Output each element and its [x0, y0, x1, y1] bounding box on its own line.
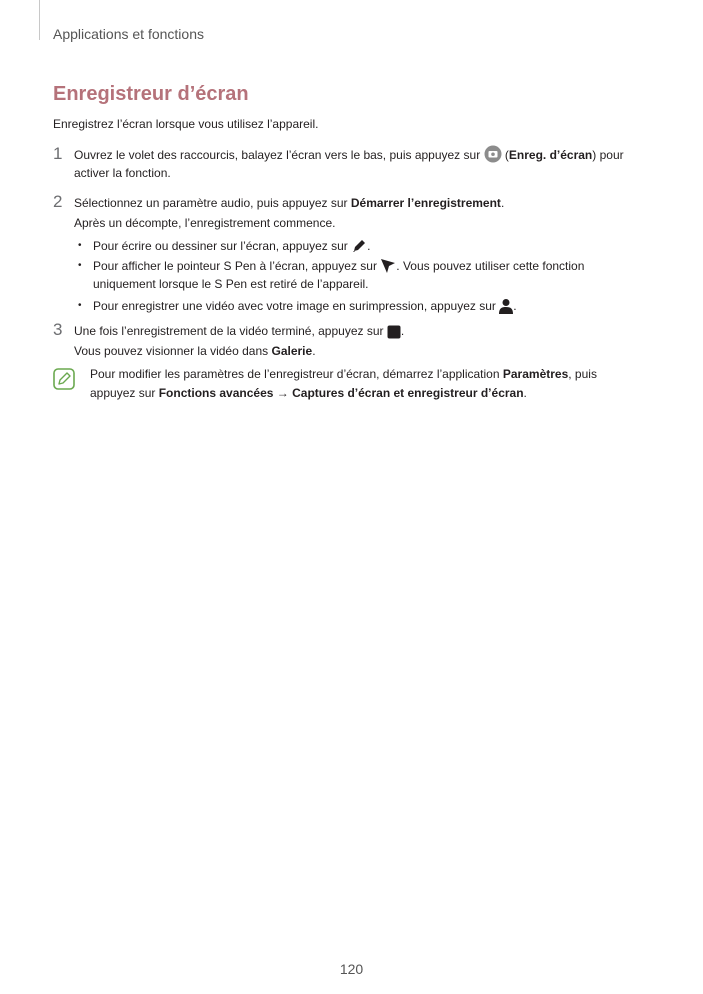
pointer-icon: [380, 258, 396, 277]
arrow-glyph: →: [276, 386, 289, 400]
fonctions-avancees-bold: Fonctions avancées: [158, 386, 274, 400]
step-2-line-2: Après un décompte, l’enregistrement commence.: [74, 216, 336, 230]
person-icon: [499, 298, 513, 317]
bullet-2: Pour afficher le pointeur S Pen à l’écran, appuyez sur . Vous pouvez utiliser cette fonction: [93, 258, 623, 277]
galerie-bold: Galerie: [271, 344, 313, 358]
step-1-bold: Enreg. d’écran: [508, 148, 593, 162]
pen-icon: [351, 238, 367, 257]
step-2-bold: Démarrer l’enregistrement: [350, 196, 501, 210]
section-header: Applications et fonctions: [53, 26, 204, 42]
step-3-number: 3: [53, 320, 63, 339]
bullet-marker: •: [78, 260, 82, 271]
bullet-3: Pour enregistrer une vidéo avec votre image en surimpression, appuyez sur .: [93, 298, 623, 317]
step-3-line-2: Vous pouvez visionner la vidéo dans Galerie.: [74, 344, 316, 358]
step-2-number: 2: [53, 192, 63, 211]
intro-text: Enregistrez l’écran lorsque vous utilisez l’appareil.: [53, 117, 319, 131]
note-line-2: appuyez sur Fonctions avancées → Captures d’écran et enregistreur d’écran.: [90, 386, 527, 400]
bullet-marker: •: [78, 300, 82, 311]
step-1-number: 1: [53, 144, 63, 163]
step-1-line-2: activer la fonction.: [74, 166, 171, 180]
header-rule: [39, 0, 40, 40]
page-number: 120: [339, 961, 364, 977]
step-1-text: Ouvrez le volet des raccourcis, balayez l’écran vers le bas, puis appuyez sur: [74, 148, 481, 162]
page-title: Enregistreur d’écran: [53, 83, 249, 105]
step-2-line-1: Sélectionnez un paramètre audio, puis appuyez sur Démarrer l’enregistrement.: [74, 196, 505, 210]
note-icon: [53, 368, 75, 395]
step-1-line-1: Ouvrez le volet des raccourcis, balayez l’écran vers le bas, puis appuyez sur (Enreg. d’écran) pour: [74, 145, 634, 169]
bullet-marker: •: [78, 240, 82, 251]
note-line-1: Pour modifier les paramètres de l’enregistreur d’écran, démarrez l’application Paramètres, puis: [90, 367, 597, 381]
step-3-line-1: Une fois l’enregistrement de la vidéo terminé, appuyez sur .: [74, 322, 634, 345]
bullet-1: Pour écrire ou dessiner sur l’écran, appuyez sur .: [93, 238, 623, 257]
parametres-bold: Paramètres: [502, 367, 569, 381]
captures-bold: Captures d’écran et enregistreur d’écran: [292, 386, 524, 400]
bullet-2-line-2: uniquement lorsque le S Pen est retiré de l’appareil.: [93, 277, 369, 291]
